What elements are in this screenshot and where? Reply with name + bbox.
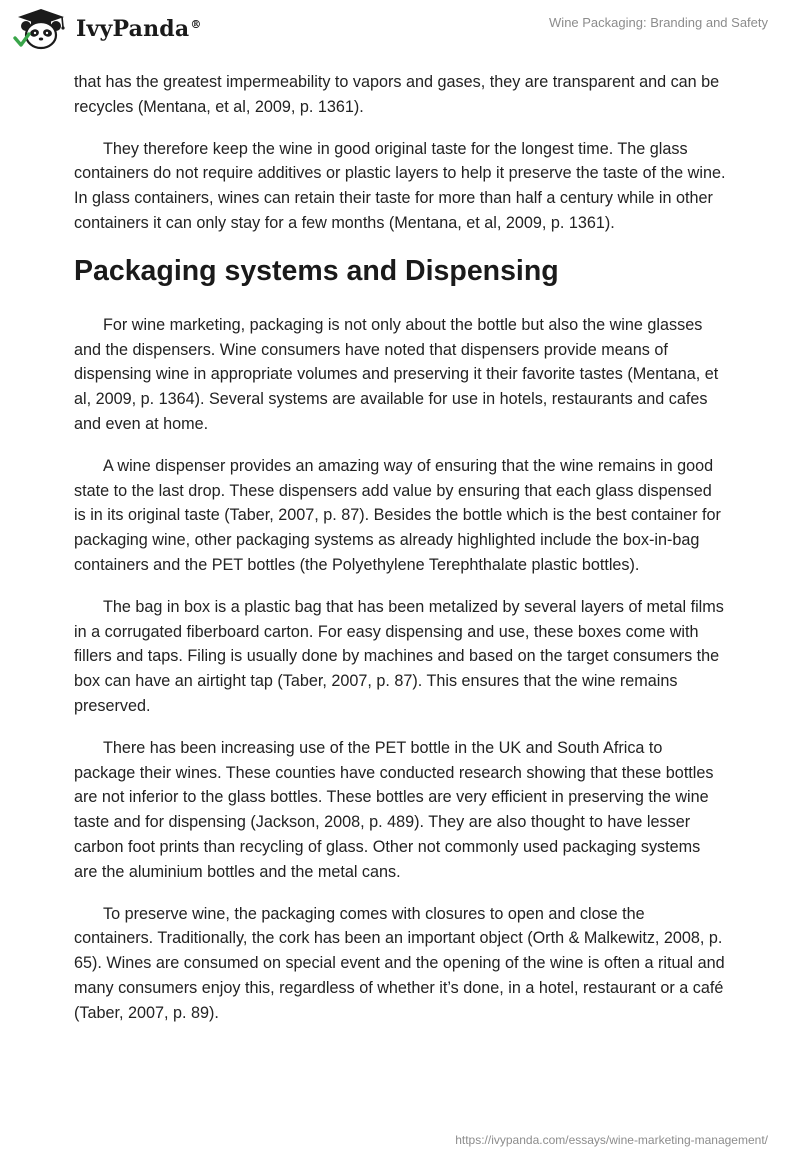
section-heading: Packaging systems and Dispensing bbox=[74, 254, 559, 287]
paragraph-pet-bottle: There has been increasing use of the PET bottle in the UK and South Africa to package their wines. These counties have conducted research showing that these bottles are not inferior to the glass bottles. These bottles are very efficient in preserving the wine taste and for dispensing (Jackson, 2008, p. 489). They are also thought to have lesser carbon foot prints than recycling of glass. Other not commonly used packaging systems are the aluminium bottles and the metal cans. bbox=[74, 738, 714, 881]
paragraph-intro: that has the greatest impermeability to vapors and gases, they are transparent and can be recycles (Mentana, et al, 2009, p. 1361). bbox=[74, 73, 720, 116]
document-title: Wine Packaging: Branding and Safety bbox=[549, 15, 768, 30]
source-url[interactable]: https://ivypanda.com/essays/wine-marketing-management/ bbox=[455, 1133, 768, 1147]
panda-graduate-icon bbox=[12, 8, 70, 50]
paragraph-wine-dispenser: A wine dispenser provides an amazing way of ensuring that the wine remains in good state to the last drop. These dispensers add value by ensuring that each glass dispensed is in its original taste (Taber, 2007, p. 87). Besides the bottle which is the best container for packaging wine, other packaging systems as already highlighted include the box-in-bag containers and the PET bottles (the Polyethylene Terephthalate plastic bottles). bbox=[74, 456, 721, 574]
paragraph-closures: To preserve wine, the packaging comes with closures to open and close the containers. Traditionally, the cork has been an important object (Orth & Malkewitz, 2008, p. 65). Wines are consumed on special event and the opening of the wine is often a ritual and many consumers enjoy this, regardless of whether it’s done, in a hotel, restaurant or a café (Taber, 2007, p. 89). bbox=[74, 904, 725, 1022]
paragraph-glass-containers: They therefore keep the wine in good original taste for the longest time. The glass containers do not require additives or plastic layers to help it preserve the taste of the wine. In glass containers, wines can retain their taste for more than half a century while in other containers it can only stay for a few months (Mentana, et al, 2009, p. 1361). bbox=[74, 139, 726, 232]
page-header bbox=[0, 0, 800, 64]
registered-mark: ® bbox=[190, 17, 202, 31]
logo-wordmark: IvyPanda® bbox=[76, 16, 202, 42]
paragraph-bag-in-box: The bag in box is a plastic bag that has been metalized by several layers of metal films in a corrugated fiberboard carton. For easy dispensing and use, these boxes come with fillers and taps. Filing is usually done by machines and based on the target consumers the box can have an airtight tap (Taber, 2007, p. 87). This ensures that the wine remains preserved. bbox=[74, 597, 724, 715]
paragraph-wine-marketing: For wine marketing, packaging is not only about the bottle but also the wine glasses and the dispensers. Wine consumers have noted that dispensers provide means of dispensing wine in appropriate volumes and preserving it their favorite tastes (Mentana, et al, 2009, p. 1364). Several systems are available for use in hotels, restaurants and cafes and even at home. bbox=[74, 315, 719, 433]
ivypanda-logo[interactable] bbox=[12, 8, 202, 50]
essay-body bbox=[74, 70, 726, 1043]
